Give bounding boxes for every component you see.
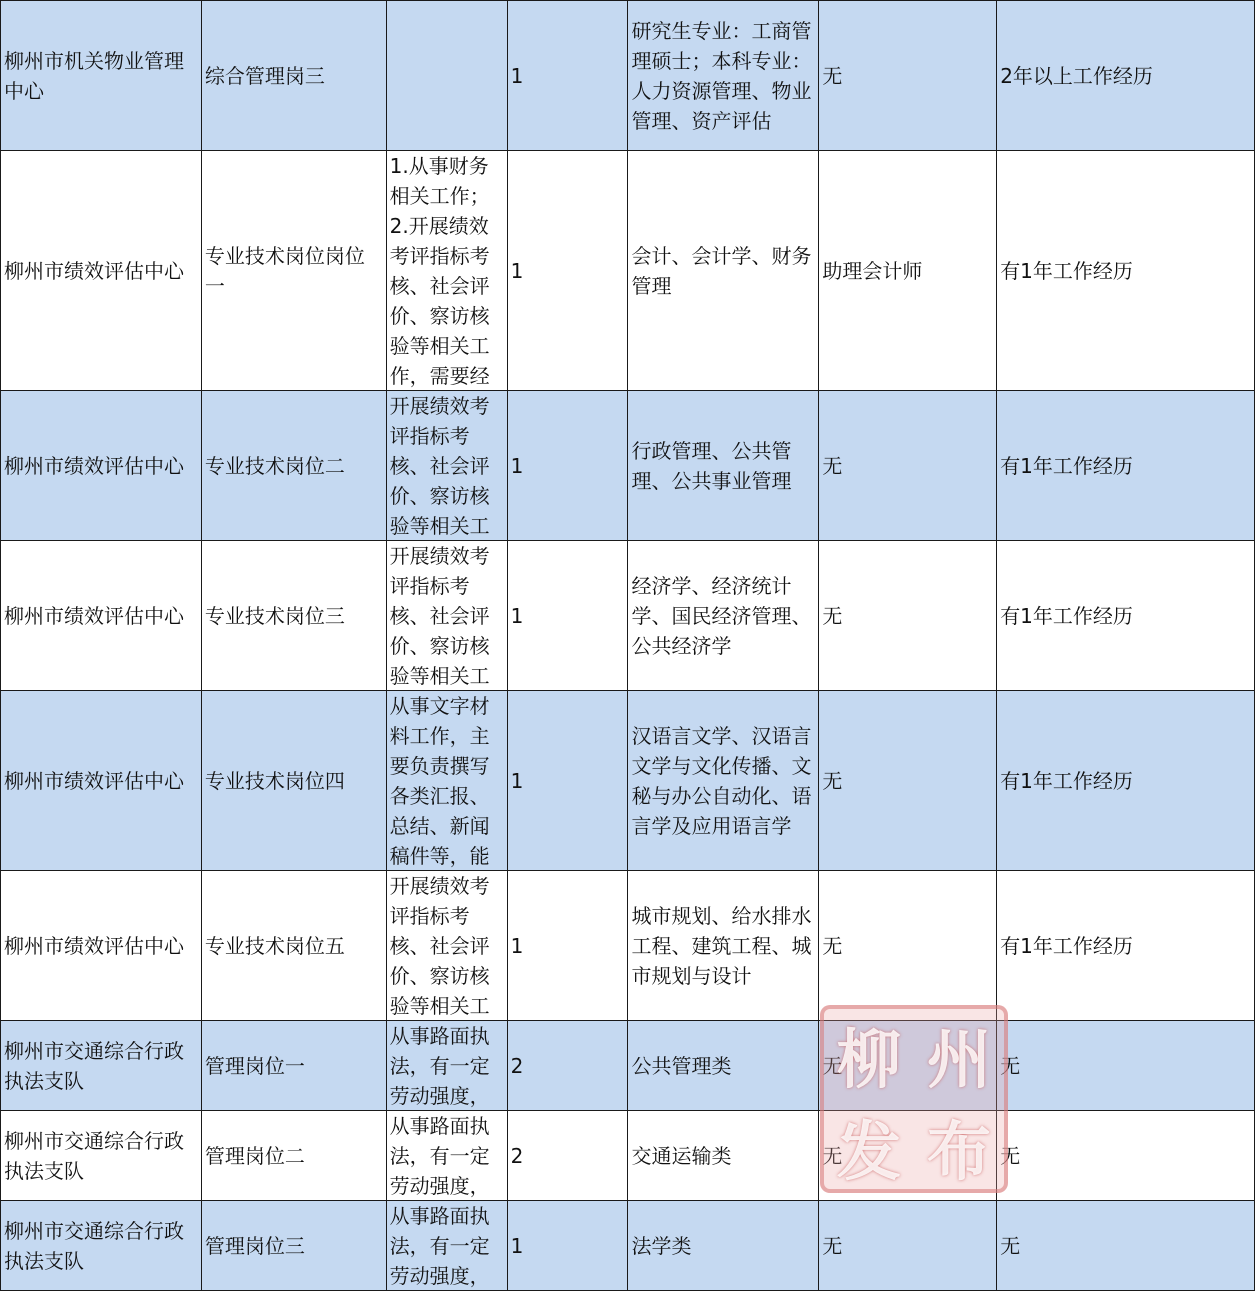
description-cell <box>386 541 507 691</box>
post-cell: 专业技术岗位岗位一 <box>201 151 386 391</box>
experience-cell: 有1年工作经历 <box>997 871 1255 1021</box>
org-cell: 柳州市交通综合行政执法支队 <box>1 1021 202 1111</box>
certificate-cell: 无 <box>819 691 997 871</box>
post-cell: 专业技术岗位三 <box>201 541 386 691</box>
watermark-char: 柳 <box>837 1023 901 1098</box>
table-body <box>1 1 1255 1291</box>
count-cell: 1 <box>507 1 628 151</box>
post-cell: 专业技术岗位四 <box>201 691 386 871</box>
table-row <box>1 391 1255 541</box>
post-cell: 管理岗位一 <box>201 1021 386 1111</box>
table-row <box>1 691 1255 871</box>
post-cell: 管理岗位二 <box>201 1111 386 1201</box>
major-cell: 会计、会计学、财务管理 <box>628 151 819 391</box>
description-text: 从事路面执法，有一定劳动强度， <box>389 1204 490 1288</box>
experience-cell: 2年以上工作经历 <box>997 1 1255 151</box>
certificate-cell: 无 <box>819 1111 997 1201</box>
description-cell <box>386 1 507 151</box>
major-cell: 城市规划、给水排水工程、建筑工程、城市规划与设计 <box>628 871 819 1021</box>
post-cell: 专业技术岗位二 <box>201 391 386 541</box>
table-row <box>1 1021 1255 1111</box>
description-cell <box>386 151 507 391</box>
experience-cell: 有1年工作经历 <box>997 151 1255 391</box>
table-row <box>1 541 1255 691</box>
count-cell: 1 <box>507 1201 628 1291</box>
post-cell: 专业技术岗位五 <box>201 871 386 1021</box>
count-cell: 1 <box>507 151 628 391</box>
count-cell: 2 <box>507 1111 628 1201</box>
count-cell: 1 <box>507 541 628 691</box>
table-row <box>1 1111 1255 1201</box>
major-cell: 研究生专业：工商管理硕士；本科专业：人力资源管理、物业管理、资产评估 <box>628 1 819 151</box>
description-cell <box>386 691 507 871</box>
description-text: 开展绩效考评指标考核、社会评价、察访核验等相关工 <box>389 544 490 688</box>
count-cell: 1 <box>507 691 628 871</box>
description-cell <box>386 1021 507 1111</box>
certificate-cell: 无 <box>819 541 997 691</box>
org-cell: 柳州市交通综合行政执法支队 <box>1 1201 202 1291</box>
table-row <box>1 871 1255 1021</box>
major-cell: 经济学、经济统计学、国民经济管理、公共经济学 <box>628 541 819 691</box>
major-cell: 汉语言文学、汉语言文学与文化传播、文秘与办公自动化、语言学及应用语言学 <box>628 691 819 871</box>
major-cell: 公共管理类 <box>628 1021 819 1111</box>
post-cell: 管理岗位三 <box>201 1201 386 1291</box>
certificate-cell: 无 <box>819 391 997 541</box>
post-cell: 综合管理岗三 <box>201 1 386 151</box>
experience-cell: 有1年工作经历 <box>997 541 1255 691</box>
description-text: 1.从事财务相关工作；2.开展绩效考评指标考核、社会评价、察访核验等相关工作，需要经 <box>389 154 490 388</box>
description-cell <box>386 871 507 1021</box>
experience-cell: 有1年工作经历 <box>997 691 1255 871</box>
table-row <box>1 1 1255 151</box>
table-row <box>1 1201 1255 1291</box>
certificate-cell: 无 <box>819 1201 997 1291</box>
description-text: 开展绩效考评指标考核、社会评价、察访核验等相关工 <box>389 394 490 538</box>
description-text: 开展绩效考评指标考核、社会评价、察访核验等相关工 <box>389 874 490 1018</box>
org-cell: 柳州市绩效评估中心 <box>1 391 202 541</box>
count-cell: 1 <box>507 871 628 1021</box>
description-text: 从事路面执法，有一定劳动强度， <box>389 1114 490 1198</box>
certificate-cell: 无 <box>819 1 997 151</box>
watermark-char: 布 <box>927 1115 991 1190</box>
major-cell: 法学类 <box>628 1201 819 1291</box>
experience-cell: 无 <box>997 1021 1255 1111</box>
description-text: 从事文字材料工作，主要负责撰写各类汇报、总结、新闻稿件等，能 <box>389 694 490 868</box>
certificate-cell: 无 <box>819 1021 997 1111</box>
experience-cell: 有1年工作经历 <box>997 391 1255 541</box>
major-cell: 交通运输类 <box>628 1111 819 1201</box>
org-cell: 柳州市机关物业管理中心 <box>1 1 202 151</box>
count-cell: 2 <box>507 1021 628 1111</box>
watermark-char: 发 <box>837 1115 901 1190</box>
org-cell: 柳州市绩效评估中心 <box>1 691 202 871</box>
watermark-char: 州 <box>927 1023 991 1098</box>
org-cell: 柳州市交通综合行政执法支队 <box>1 1111 202 1201</box>
experience-cell: 无 <box>997 1111 1255 1201</box>
description-cell <box>386 391 507 541</box>
description-text: 从事路面执法，有一定劳动强度， <box>389 1024 490 1108</box>
major-cell: 行政管理、公共管理、公共事业管理 <box>628 391 819 541</box>
org-cell: 柳州市绩效评估中心 <box>1 871 202 1021</box>
org-cell: 柳州市绩效评估中心 <box>1 151 202 391</box>
certificate-cell: 无 <box>819 871 997 1021</box>
description-cell <box>386 1111 507 1201</box>
certificate-cell: 助理会计师 <box>819 151 997 391</box>
table-row <box>1 151 1255 391</box>
count-cell: 1 <box>507 391 628 541</box>
description-cell <box>386 1201 507 1291</box>
org-cell: 柳州市绩效评估中心 <box>1 541 202 691</box>
experience-cell: 无 <box>997 1201 1255 1291</box>
